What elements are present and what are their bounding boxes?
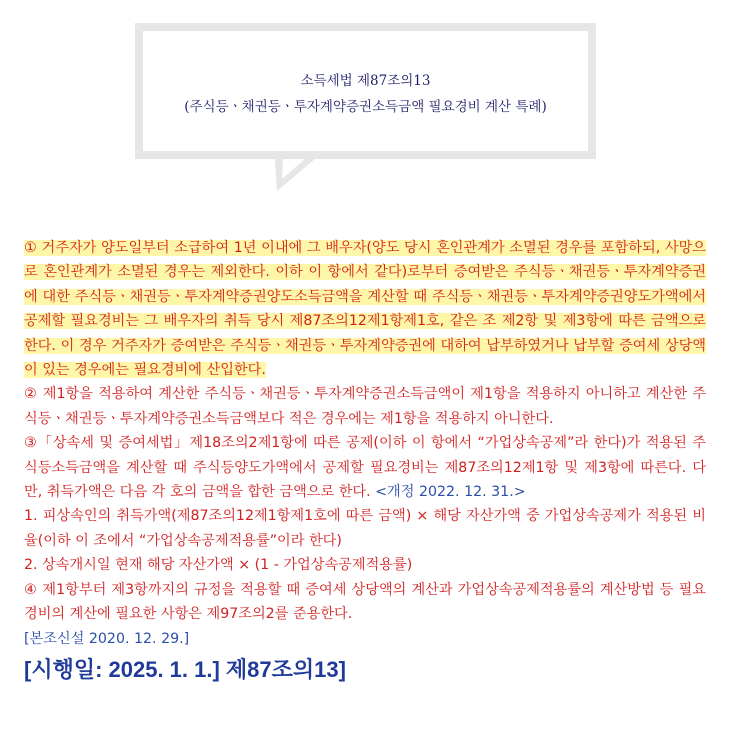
amendment-note: <개정 2022. 12. 31.>	[375, 484, 526, 501]
paragraph-3-text: ③「상속세 및 증여세법」제18조의2제1항에 따른 공제(이하 이 항에서 “가업상속공제”라 한다)가 적용된 주식등소득금액을 계산할 때 주식등양도가액에서 공제할 필요경비는 제87조의12제1항 및 제3항에 따른다. 다만, 취득가액은 다음 각 호의 금액을 합한 금액으로 한다.	[24, 435, 706, 501]
origin-note: [본조신설 2020. 12. 29.]	[24, 630, 190, 647]
paragraph-3-item-1: 1. 피상속인의 취득가액(제87조의12제1항제1호에 따른 금액) × 해당 자산가액 중 가업상속공제가 적용된 비율(이하 이 조에서 “가업상속공제적용률”이라 한다)	[24, 508, 706, 549]
paragraph-4: ④ 제1항부터 제3항까지의 규정을 적용할 때 증여세 상당액의 계산과 가업상속공제적용률의 계산방법 등 필요경비의 계산에 필요한 사항은 제97조의2를 준용한다.	[24, 581, 706, 623]
law-subtitle: (주식등ㆍ채권등ㆍ투자계약증권소득금액 필요경비 계산 특례)	[184, 99, 547, 115]
paragraph-1-text: ① 거주자가 양도일부터 소급하여 1년 이내에 그 배우자(양도 당시 혼인관계가 소멸된 경우를 포함하되, 사망으로 혼인관계가 소멸된 경우는 제외한다. 이하 이 항에서 같다)로부터 증여받은 주식등ㆍ채권등ㆍ투자계약증권에 대한 주식등ㆍ채권등ㆍ투자계약증권양도소득금액을 계산할 때 주식등ㆍ채권등ㆍ투자계약증권양도가액에서 공제할 필요경비는 그 배우자의 취득 당시 제87조의12제1항제1호, 같은 조 제2항 및 제3항에 따른 금액으로 한다. 이 경우 거주자가 증여받은 주식등ㆍ채권등ㆍ투자계약증권에 대하여 납부하였거나 납부할 증여세 상당액이 있는 경우에는 필요경비에 산입한다.	[24, 240, 706, 379]
paragraph-3	[24, 431, 706, 504]
paragraph-2: ② 제1항을 적용하여 계산한 주식등ㆍ채권등ㆍ투자계약증권소득금액이 제1항을 적용하지 아니하고 계산한 주식등ㆍ채권등ㆍ투자계약증권소득금액보다 적은 경우에는 제1항을 적용하지 아니한다.	[24, 386, 706, 427]
title-box	[135, 23, 596, 159]
paragraph-1	[24, 236, 706, 382]
paragraph-3-item-2: 2. 상속개시일 현재 해당 자산가액 × (1 - 가업상속공제적용률)	[24, 557, 413, 574]
law-body	[24, 236, 706, 685]
law-title: 소득세법 제87조의13	[300, 73, 431, 89]
title-bubble	[135, 23, 596, 193]
bubble-tail	[275, 159, 315, 193]
effective-date-heading: [시행일: 2025. 1. 1.] 제87조의13]	[24, 656, 346, 682]
